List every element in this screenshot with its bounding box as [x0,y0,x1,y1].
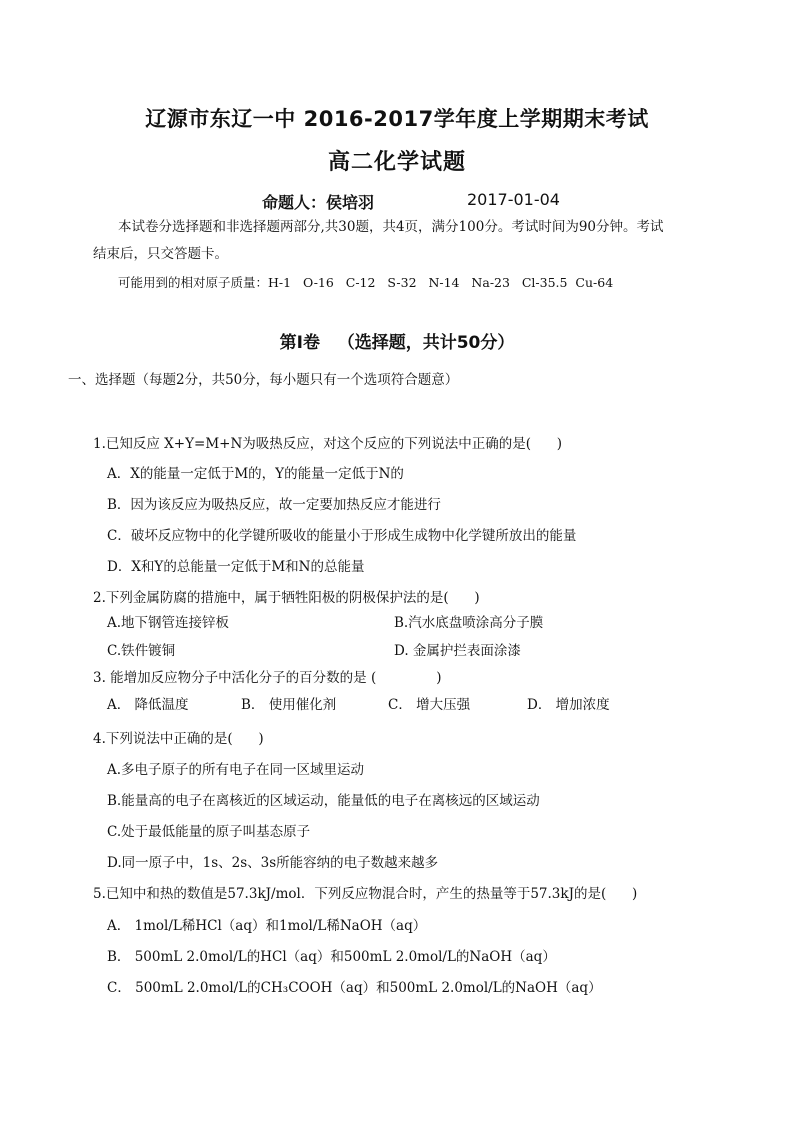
option-d: D.同一原子中，1s、2s、3s所能容纳的电子数越来越多 [107,855,439,871]
option-c: C． 增大压强 [388,697,471,713]
option-d: D． 增加浓度 [527,697,610,713]
option-b: B.能量高的电子在离核近的区域运动，能量低的电子在离核远的区域运动 [107,793,540,809]
question-stem: 5.已知中和热的数值是57.3kJ/mol．下列反应物混合时，产生的热量等于57.3kJ的是( ) [93,886,638,902]
exam-title: 辽源市东辽一中 2016-2017学年度上学期期末考试 [145,107,649,131]
option-c: C.处于最低能量的原子叫基态原子 [107,824,311,840]
option-b: B． 使用催化剂 [241,697,337,713]
option-d: D. 金属护拦表面涂漆 [394,643,521,659]
option-b: B.汽水底盘喷涂高分子膜 [394,615,544,631]
option-a: A．X的能量一定低于M的，Y的能量一定低于N的 [107,466,404,482]
option-b: B． 500mL 2.0mol/L的HCl（aq）和500mL 2.0mol/L的NaOH（aq） [107,949,556,965]
question-stem: 3. 能增加反应物分子中活化分子的百分数的是 ( ) [93,670,442,686]
option-d: D．X和Y的总能量一定低于M和N的总能量 [107,559,365,575]
part-heading: 一、选择题（每题2分，共50分，每小题只有一个选项符合题意） [68,372,459,388]
option-c: C． 500mL 2.0mol/L的CH₃COOH（aq）和500mL 2.0mol/L的NaOH（aq） [107,980,602,996]
option-c: C．破坏反应物中的化学键所吸收的能量小于形成生成物中化学键所放出的能量 [107,528,577,544]
option-a: A． 1mol/L稀HCl（aq）和1mol/L稀NaOH（aq） [107,918,427,934]
atomic-masses: 可能用到的相对原子质量：H-1 O-16 C-12 S-32 N-14 Na-23 Cl-35.5 Cu-64 [118,275,614,290]
option-a: A.地下钢管连接锌板 [107,615,230,631]
option-b: B．因为该反应为吸热反应，故一定要加热反应才能进行 [107,497,441,513]
intro-line-2: 结束后，只交答题卡。 [93,246,228,262]
option-a: A.多电子原子的所有电子在同一区域里运动 [107,762,365,778]
section-title: 第Ⅰ卷 （选择题，共计50分） [279,333,515,353]
question-stem: 4.下列说法中正确的是( ) [93,731,264,747]
intro-line-1: 本试卷分选择题和非选择题两部分,共30题，共4页，满分100分。考试时间为90分钟。考试 [118,219,664,235]
option-a: A． 降低温度 [107,697,189,713]
author-label: 命题人：侯培羽 [262,193,375,212]
question-stem: 2.下列金属防腐的措施中，属于牺牲阳极的阴极保护法的是( ) [93,590,480,606]
option-c: C.铁件镀铜 [107,643,176,659]
exam-date: 2017-01-04 [467,190,560,209]
question-stem: 1.已知反应 X+Y=M+N为吸热反应，对这个反应的下列说法中正确的是( ) [93,436,563,452]
exam-subtitle: 高二化学试题 [327,150,466,175]
